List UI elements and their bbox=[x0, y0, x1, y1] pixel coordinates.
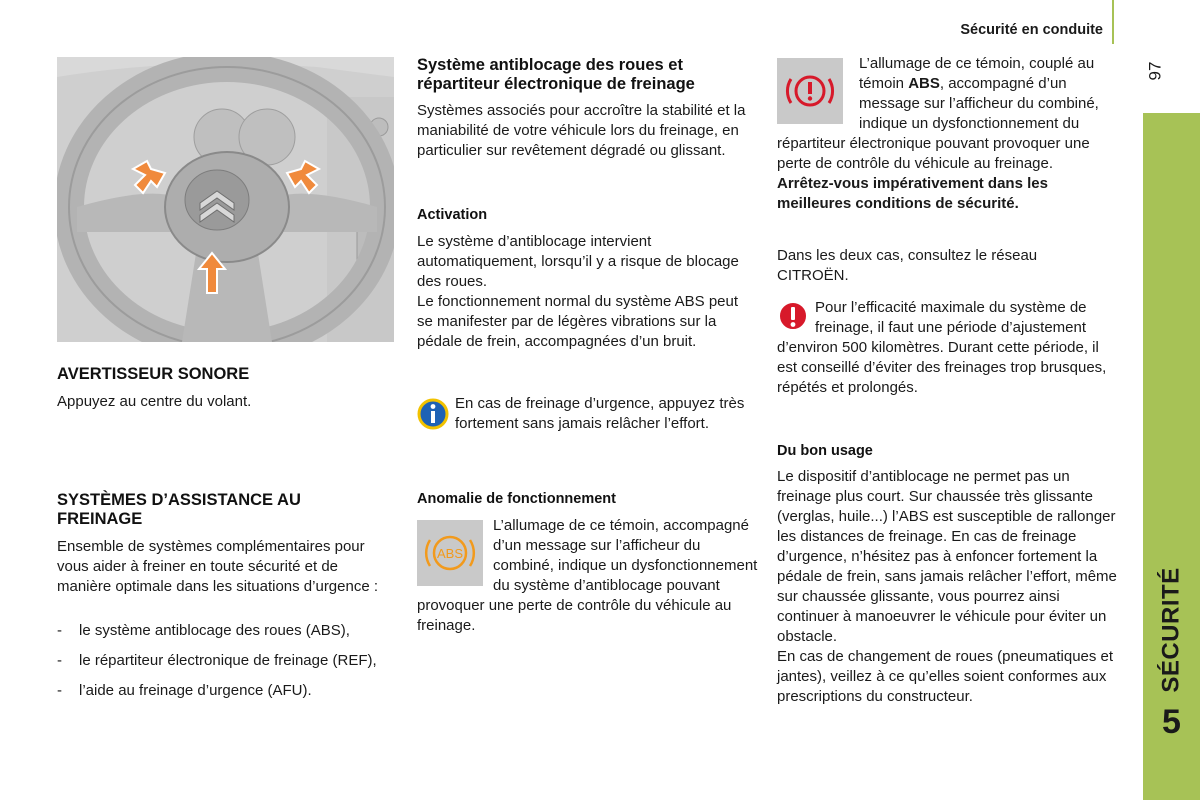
chapter-title: SÉCURITÉ bbox=[1157, 567, 1185, 693]
ref-warning-block: L’allumage de ce témoin, couplé au témoin ABS, accompagné d’un message sur l’afficheur du combiné, indique un dysfonctionnement du répartiteur électronique pouvant provoquer une perte de contrôle du véhicule au freinage. Arrêtez-vous impérativement dans les meilleures conditions de sécurité. bbox=[777, 54, 1112, 214]
warning-bold: Arrêtez-vous impérativement dans les meilleures conditions de sécurité. bbox=[777, 175, 1048, 212]
list-item: - l’aide au freinage d’urgence (AFU). bbox=[57, 681, 392, 701]
abs-ref-heading: Système antiblocage des roues et répartiteur électronique de freinage bbox=[417, 56, 695, 93]
anomaly-heading: Anomalie de fonctionnement bbox=[417, 491, 616, 507]
alert-icon bbox=[777, 300, 809, 332]
running-title: Sécurité en conduite bbox=[960, 22, 1103, 38]
activation-text: Le système d’antiblocage intervient automatiquement, lorsqu’il y a risque de blocage des roues. Le fonctionnement normal du système ABS peut se manifester par de légères vibrations sur la pédale de frein, accompagnées d’un bruit. bbox=[417, 233, 739, 350]
usage-text: Le dispositif d’antiblocage ne permet pas un freinage plus court. Sur chaussée très glissante (verglas, huile...) l’ABS est susceptible de rallonger les distances de freinage. En cas de freinage d’urgence, n’hésitez pas à enfoncer fortement la pédale de frein, sans jamais relâcher l’effort, même sur chaussée glissante, vous pourrez ainsi continuer à manoeuvrer le véhicule pour éviter un obstacle. En cas de changement de roues (pneumatiques et jantes), veillez à ce qu’elles soient conformes aux prescriptions du constructeur. bbox=[777, 468, 1117, 705]
abs-warning-icon bbox=[417, 520, 483, 586]
assist-heading: SYSTÈMES D’ASSISTANCE AU FREINAGE bbox=[57, 491, 301, 528]
horn-heading: AVERTISSEUR SONORE bbox=[57, 365, 250, 383]
break-in-note: Pour l’efficacité maximale du système de freinage, il faut une période d’ajustement d’environ 500 kilomètres. Durant cette période, il est conseillé d’éviter des freinages trop brusques, répétés et prolongés. bbox=[777, 299, 1107, 396]
abs-icon-label: ABS bbox=[436, 546, 464, 561]
assist-intro: Ensemble de systèmes complémentaires pour vous aider à freiner en toute sécurité et de manière optimale dans les situations d’urgence : bbox=[57, 538, 379, 595]
activation-heading: Activation bbox=[417, 207, 488, 223]
anomaly-block: ABS L’allumage de ce témoin, accompagné d’un message sur l’afficheur du combiné, indique un dysfonctionnement du système d’antiblocage pouvant provoquer une perte de contrôle du véhicule au freinage. bbox=[417, 517, 758, 634]
list-item: - le répartiteur électronique de freinage (REF), bbox=[57, 651, 392, 671]
horn-text: Appuyez au centre du volant. bbox=[57, 393, 252, 410]
list-item: - le système antiblocage des roues (ABS), bbox=[57, 621, 392, 641]
chapter-number: 5 bbox=[1162, 703, 1181, 741]
assist-list bbox=[57, 621, 392, 711]
abs-intro: Systèmes associés pour accroître la stabilité et la maniabilité de votre véhicule lors du freinage, en particulier sur revêtement dégradé ou glissant. bbox=[417, 102, 746, 159]
header-accent-line bbox=[1112, 0, 1114, 44]
info-icon bbox=[417, 398, 449, 430]
usage-heading: Du bon usage bbox=[777, 443, 873, 459]
info-note: En cas de freinage d’urgence, appuyez très fortement sans jamais relâcher l’effort. bbox=[417, 394, 757, 434]
brake-warning-icon bbox=[777, 58, 843, 124]
steering-wheel-illustration bbox=[57, 57, 394, 342]
network-text: Dans les deux cas, consultez le réseau CITROËN. bbox=[777, 247, 1038, 284]
page-number: 97 bbox=[1144, 61, 1164, 81]
